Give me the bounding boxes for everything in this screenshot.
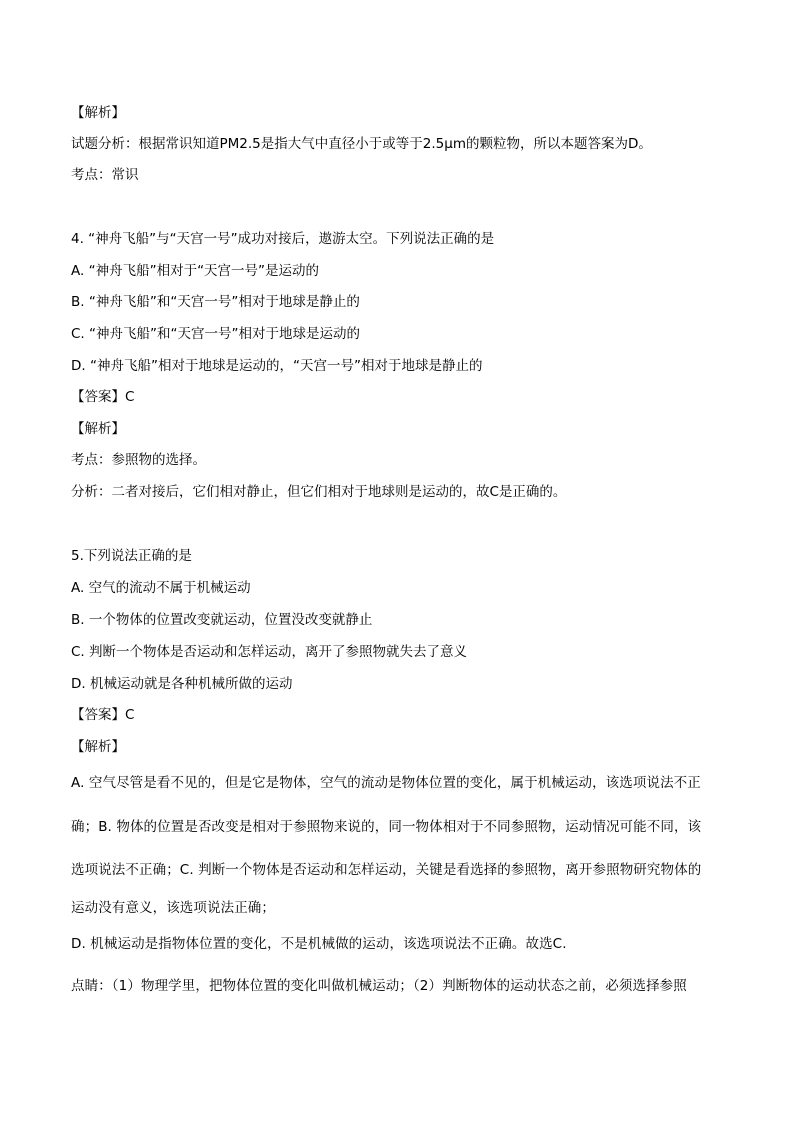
question-5-option-d: D. 机械运动就是各种机械所做的运动 (71, 676, 293, 692)
analysis-text-q4: 分析：二者对接后，它们相对静止，但它们相对于地球则是运动的，故C是正确的。 (71, 484, 567, 500)
analysis-text-q5-line-3: 选项说法不正确；C. 判断一个物体是否运动和怎样运动，关键是看选择的参照物，离开参照物研究物体的 (71, 862, 702, 878)
question-5-option-a: A. 空气的流动不属于机械运动 (71, 580, 251, 596)
question-5-option-b: B. 一个物体的位置改变就运动，位置没改变就静止 (71, 612, 373, 628)
analysis-text-q5-line-5: D. 机械运动是指物体位置的变化，不是机械做的运动，该选项说法不正确。故选C. (71, 936, 567, 952)
question-4: 4. “神舟飞船”与“天宫一号”成功对接后，遨游太空。下列说法正确的是 (71, 231, 495, 247)
answer-q5: 【答案】C (71, 707, 135, 723)
analysis-heading-q5: 【解析】 (71, 739, 125, 755)
test-point-q3: 考点：常识 (71, 167, 139, 183)
test-point-q4: 考点：参照物的选择。 (71, 452, 206, 468)
analysis-heading-q4: 【解析】 (71, 421, 125, 437)
question-5: 5.下列说法正确的是 (71, 548, 192, 564)
tip-text-q5: 点睛：（1）物理学里，把物体位置的变化叫做机械运动；（2）判断物体的运动状态之前，必须选择参照 (71, 978, 687, 994)
analysis-text-q5-line-1: A. 空气尽管是看不见的，但是它是物体，空气的流动是物体位置的变化，属于机械运动，该选项说法不正 (71, 775, 701, 791)
analysis-heading-q3: 【解析】 (71, 105, 125, 121)
question-4-option-c: C. “神舟飞船”和“天宫一号”相对于地球是运动的 (71, 326, 360, 342)
analysis-text-q5-line-2: 确；B. 物体的位置是否改变是相对于参照物来说的，同一物体相对于不同参照物，运动情况可能不同，该 (71, 819, 702, 835)
answer-q4: 【答案】C (71, 389, 135, 405)
question-4-option-a: A. “神舟飞船”相对于“天宫一号”是运动的 (71, 263, 320, 279)
question-5-option-c: C. 判断一个物体是否运动和怎样运动，离开了参照物就失去了意义 (71, 644, 468, 660)
question-4-option-d: D. “神舟飞船”相对于地球是运动的，“天宫一号”相对于地球是静止的 (71, 358, 483, 374)
question-4-option-b: B. “神舟飞船”和“天宫一号”相对于地球是静止的 (71, 294, 360, 310)
analysis-text-q3: 试题分析：根据常识知道PM2.5是指大气中直径小于或等于2.5μm的颗粒物，所以本题答案为D。 (71, 136, 652, 152)
analysis-text-q5-line-4: 运动没有意义，该选项说法正确； (71, 900, 275, 916)
